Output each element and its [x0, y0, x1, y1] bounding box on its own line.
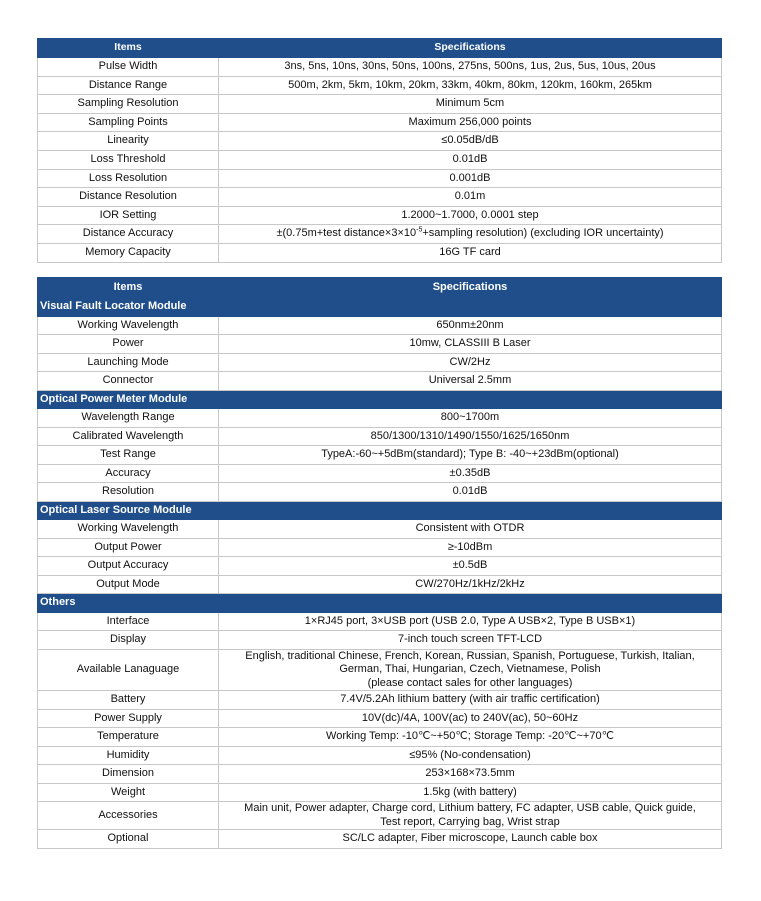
spec-line: English, traditional Chinese, French, Korean, Russian, Spanish, Portuguese, Turkish, Italian,	[245, 649, 695, 662]
item-cell: Memory Capacity	[38, 243, 219, 262]
spec-exponent: -5	[416, 226, 423, 234]
table-row	[38, 225, 722, 244]
item-cell: Sampling Resolution	[38, 95, 219, 114]
item-cell: Launching Mode	[38, 353, 219, 372]
spec-line: (please contact sales for other languages)	[367, 676, 573, 689]
spec-cell: ≥-10dBm	[219, 538, 722, 557]
item-cell: Loss Threshold	[38, 150, 219, 169]
item-cell: Output Mode	[38, 575, 219, 594]
item-cell: Output Power	[38, 538, 219, 557]
spec-cell: ≤0.05dB/dB	[219, 132, 722, 151]
spec-cell: 0.01dB	[219, 483, 722, 502]
spec-cell: SC/LC adapter, Fiber microscope, Launch cable box	[219, 830, 722, 849]
section-optical-power-meter	[38, 390, 722, 409]
item-cell: Distance Range	[38, 76, 219, 95]
table-row	[38, 372, 722, 391]
section-optical-laser-source	[38, 501, 722, 520]
spec-cell: 0.01dB	[219, 150, 722, 169]
item-cell: Optional	[38, 830, 219, 849]
item-cell: Temperature	[38, 728, 219, 747]
spec-cell: TypeA:-60~+5dBm(standard); Type B: -40~+23dBm(optional)	[219, 446, 722, 465]
spec-cell: 800~1700m	[219, 409, 722, 428]
table-row	[38, 409, 722, 428]
spec-cell: CW/2Hz	[219, 353, 722, 372]
table-row	[38, 538, 722, 557]
section-others	[38, 594, 722, 613]
item-cell: Interface	[38, 612, 219, 631]
item-cell: Connector	[38, 372, 219, 391]
table-row	[38, 316, 722, 335]
table-header	[38, 278, 722, 298]
spec-cell: CW/270Hz/1kHz/2kHz	[219, 575, 722, 594]
spec-cell: ±0.35dB	[219, 464, 722, 483]
spec-cell: 253×168×73.5mm	[219, 765, 722, 784]
otdr-spec-table	[37, 38, 722, 263]
spec-cell: 1×RJ45 port, 3×USB port (USB 2.0, Type A USB×2, Type B USB×1)	[219, 612, 722, 631]
spec-cell: 500m, 2km, 5km, 10km, 20km, 33km, 40km, 80km, 120km, 160km, 265km	[219, 76, 722, 95]
table-row	[38, 612, 722, 631]
item-cell: Calibrated Wavelength	[38, 427, 219, 446]
item-cell: Distance Resolution	[38, 188, 219, 207]
module-spec-table	[37, 277, 722, 849]
table-row	[38, 765, 722, 784]
table-row	[38, 575, 722, 594]
item-cell: Accessories	[38, 802, 219, 830]
table-row	[38, 169, 722, 188]
table-row	[38, 188, 722, 207]
item-cell: Battery	[38, 691, 219, 710]
table-row	[38, 427, 722, 446]
table-row	[38, 353, 722, 372]
spec-text-post: +sampling resolution) (excluding IOR uncertainty)	[422, 227, 664, 240]
item-cell: Output Accuracy	[38, 557, 219, 576]
table-row	[38, 95, 722, 114]
spec-cell: 850/1300/1310/1490/1550/1625/1650nm	[219, 427, 722, 446]
table-row	[38, 335, 722, 354]
header-items: Items	[38, 39, 219, 58]
item-cell: Test Range	[38, 446, 219, 465]
spec-cell: 7-inch touch screen TFT-LCD	[219, 631, 722, 650]
spec-cell	[219, 225, 722, 244]
table-row	[38, 483, 722, 502]
table-row	[38, 206, 722, 225]
item-cell: IOR Setting	[38, 206, 219, 225]
spec-cell: ±0.5dB	[219, 557, 722, 576]
spec-cell: 16G TF card	[219, 243, 722, 262]
item-cell: Display	[38, 631, 219, 650]
item-cell: Power	[38, 335, 219, 354]
spec-cell: 0.01m	[219, 188, 722, 207]
section-title: Optical Power Meter Module	[38, 390, 722, 409]
section-visual-fault-locator	[38, 298, 722, 317]
section-title: Others	[38, 594, 722, 613]
header-items: Items	[38, 278, 219, 298]
item-cell: Pulse Width	[38, 58, 219, 77]
item-cell: Wavelength Range	[38, 409, 219, 428]
spec-cell: 1.2000~1.7000, 0.0001 step	[219, 206, 722, 225]
item-cell: Working Wavelength	[38, 316, 219, 335]
spec-cell: 3ns, 5ns, 10ns, 30ns, 50ns, 100ns, 275ns, 500ns, 1us, 2us, 5us, 10us, 20us	[219, 58, 722, 77]
spec-line: German, Thai, Hungarian, Czech, Vietnamese, Polish	[339, 663, 601, 675]
item-cell: Loss Resolution	[38, 169, 219, 188]
table-row	[38, 691, 722, 710]
item-cell: Sampling Points	[38, 113, 219, 132]
table-row	[38, 746, 722, 765]
item-cell: Available Lanaguage	[38, 649, 219, 691]
spec-line: Main unit, Power adapter, Charge cord, Lithium battery, FC adapter, USB cable, Quick guide,	[244, 802, 696, 814]
table-row	[38, 802, 722, 830]
table-row	[38, 728, 722, 747]
spec-cell: 7.4V/5.2Ah lithium battery (with air traffic certification)	[219, 691, 722, 710]
item-cell: Power Supply	[38, 709, 219, 728]
table-header	[38, 39, 722, 58]
item-cell: Resolution	[38, 483, 219, 502]
table-row	[38, 557, 722, 576]
header-specifications: Specifications	[219, 278, 722, 298]
table-row	[38, 150, 722, 169]
item-cell: Distance Accuracy	[38, 225, 219, 244]
item-cell: Working Wavelength	[38, 520, 219, 539]
spec-cell: Consistent with OTDR	[219, 520, 722, 539]
spec-cell: 1.5kg (with battery)	[219, 783, 722, 802]
spec-cell: Universal 2.5mm	[219, 372, 722, 391]
spec-cell: 10V(dc)/4A, 100V(ac) to 240V(ac), 50~60Hz	[219, 709, 722, 728]
item-cell: Accuracy	[38, 464, 219, 483]
item-cell: Linearity	[38, 132, 219, 151]
item-cell: Humidity	[38, 746, 219, 765]
spec-cell	[219, 802, 722, 830]
table-row	[38, 464, 722, 483]
table-row	[38, 76, 722, 95]
table-row	[38, 783, 722, 802]
spec-cell: Working Temp: -10℃~+50℃; Storage Temp: -20℃~+70℃	[219, 728, 722, 747]
spec-cell	[219, 649, 722, 691]
table-row	[38, 520, 722, 539]
table-row	[38, 830, 722, 849]
spec-cell: Maximum 256,000 points	[219, 113, 722, 132]
spec-cell: Minimum 5cm	[219, 95, 722, 114]
table-row	[38, 132, 722, 151]
section-title: Optical Laser Source Module	[38, 501, 722, 520]
table-row	[38, 649, 722, 691]
table-row	[38, 631, 722, 650]
table-row	[38, 243, 722, 262]
table-row	[38, 446, 722, 465]
spec-cell: 10mw, CLASSIII B Laser	[219, 335, 722, 354]
table-row	[38, 58, 722, 77]
spec-cell: 0.001dB	[219, 169, 722, 188]
table-row	[38, 113, 722, 132]
item-cell: Weight	[38, 783, 219, 802]
header-specifications: Specifications	[219, 39, 722, 58]
spec-cell: ≤95% (No-condensation)	[219, 746, 722, 765]
table-row	[38, 709, 722, 728]
item-cell: Dimension	[38, 765, 219, 784]
spec-cell: 650nm±20nm	[219, 316, 722, 335]
spec-text-pre: ±(0.75m+test distance×3×10	[276, 227, 417, 240]
section-title: Visual Fault Locator Module	[38, 298, 722, 317]
spec-line: Test report, Carrying bag, Wrist strap	[380, 815, 560, 828]
